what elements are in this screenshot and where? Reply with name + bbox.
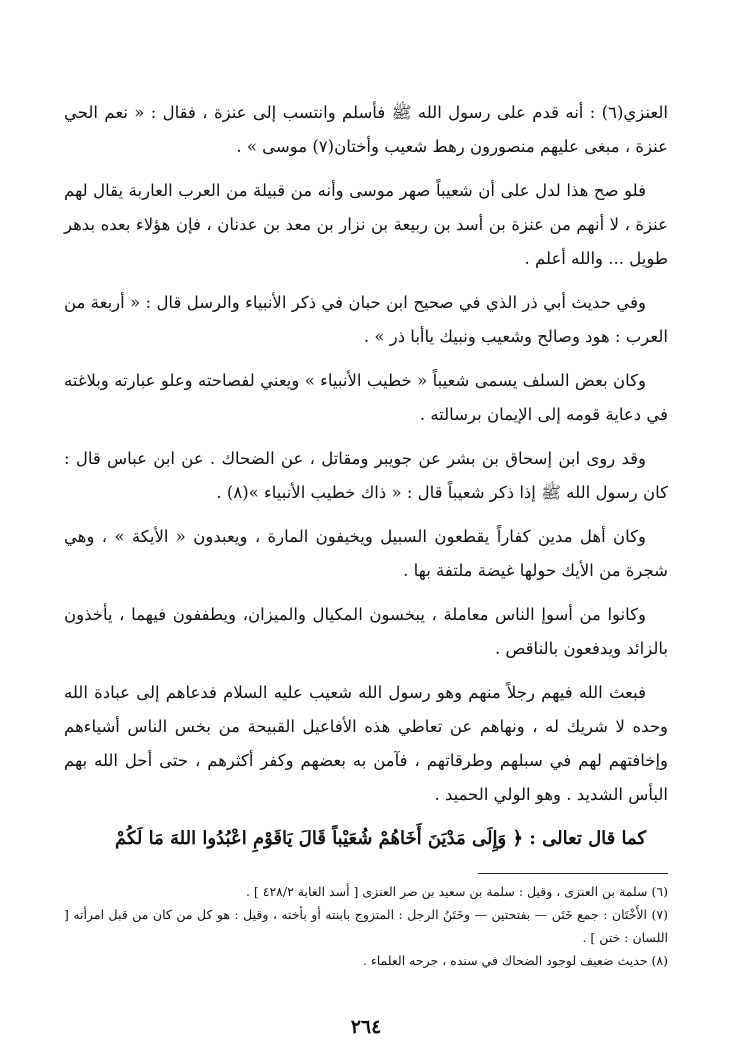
paragraph-8: فبعث الله فيهم رجلاً منهم وهو رسول الله شعيب عليه السلام فدعاهم إلى عبادة الله وحده لا شريك له ، ونهاهم عن تعاطي هذه الأفاعيل القبيحة من بخس الناس أشياءهم وإخافتهم لهم في سبلهم وطرقاتهم ، فآمن به بعضهم وكفر أكثرهم ، حتى أحل الله بهم البأس الشديد . وهو الولي الحميد .: [64, 683, 668, 804]
footnote-6: (٦) سلمة بن العنزى ، وقيل : سلمة بن سعيد بن صر العنزى [ أسد الغابة ٤٢٨/٢ ] .: [245, 884, 668, 899]
paragraph-7: وكانوا من أسوإ الناس معاملة ، يبخسون المكيال والميزان، ويطففون فيهما ، يأخذون بالزائد ويدفعون بالناقص .: [64, 605, 668, 658]
quran-verse-line: كما قال تعالى : ﴿ وَإِلَى مَدْيَنَ أَخَاهُمْ شُعَيْباً قَالَ يَاقَوْمِ اعْبُدُوا اللهَ مَا لَكُمْ: [114, 828, 646, 849]
paragraph-1: العنزي(٦) : أنه قدم على رسول الله ﷺ فأسلم وانتسب إلى عنزة ، فقال : « نعم الحي عنزة ، مبغى عليهم منصورون رهط شعيب وأختان(٧) موسى » .: [64, 103, 668, 156]
footnote-8: (٨) حديث ضعيف لوجود الضحاك في سنده ، جرحه العلماء .: [362, 953, 668, 968]
main-text: [64, 96, 668, 866]
paragraph-2: فلو صح هذا لدل على أن شعيباً صهر موسى وأنه من قبيلة من العرب العاربة يقال لهم عنزة ، لا أنهم من عنزة بن أسد بن ربيعة بن نزار بن معد بن عدنان ، فإن هؤلاء بعده بدهر طويل ... والله أعلم .: [64, 181, 668, 268]
paragraph-6: وكان أهل مدين كفاراً يقطعون السبيل ويخيفون المارة ، ويعبدون « الأيكة » ، وهي شجرة من الأيك حولها غيضة ملتفة بها .: [64, 527, 668, 580]
paragraph-5: وقد روى ابن إسحاق بن بشر عن جويبر ومقاتل ، عن الضحاك . عن ابن عباس قال : كان رسول الله ﷺ إذا ذكر شعيباً قال : « ذاك خطيب الأنبياء »(٨) .: [64, 449, 668, 502]
paragraph-4: وكان بعض السلف يسمى شعيباً « خطيب الأنبياء » ويعني لفصاحته وعلو عبارته وبلاغته في دعاية قومه إلى الإيمان برسالته .: [64, 371, 668, 424]
footnote-divider: [478, 873, 668, 874]
footnote-7: (٧) الأَخْتَان : جمع خَتَن — بفتحتين — وخَتَنُ الرجل : المتزوج بابنته أو بأخته ، وقيل : هو كل من كان من قبل امرأته [ اللسان : ختن ] .: [64, 907, 668, 945]
footnotes: [64, 880, 668, 972]
paragraph-3: وفي حديث أبي ذر الذي في صحيح ابن حبان في ذكر الأنبياء والرسل قال : « أربعة من العرب : هود وصالح وشعيب ونبيك ياأبا ذر » .: [64, 293, 668, 346]
page-number: ٢٦٤: [350, 1016, 382, 1038]
